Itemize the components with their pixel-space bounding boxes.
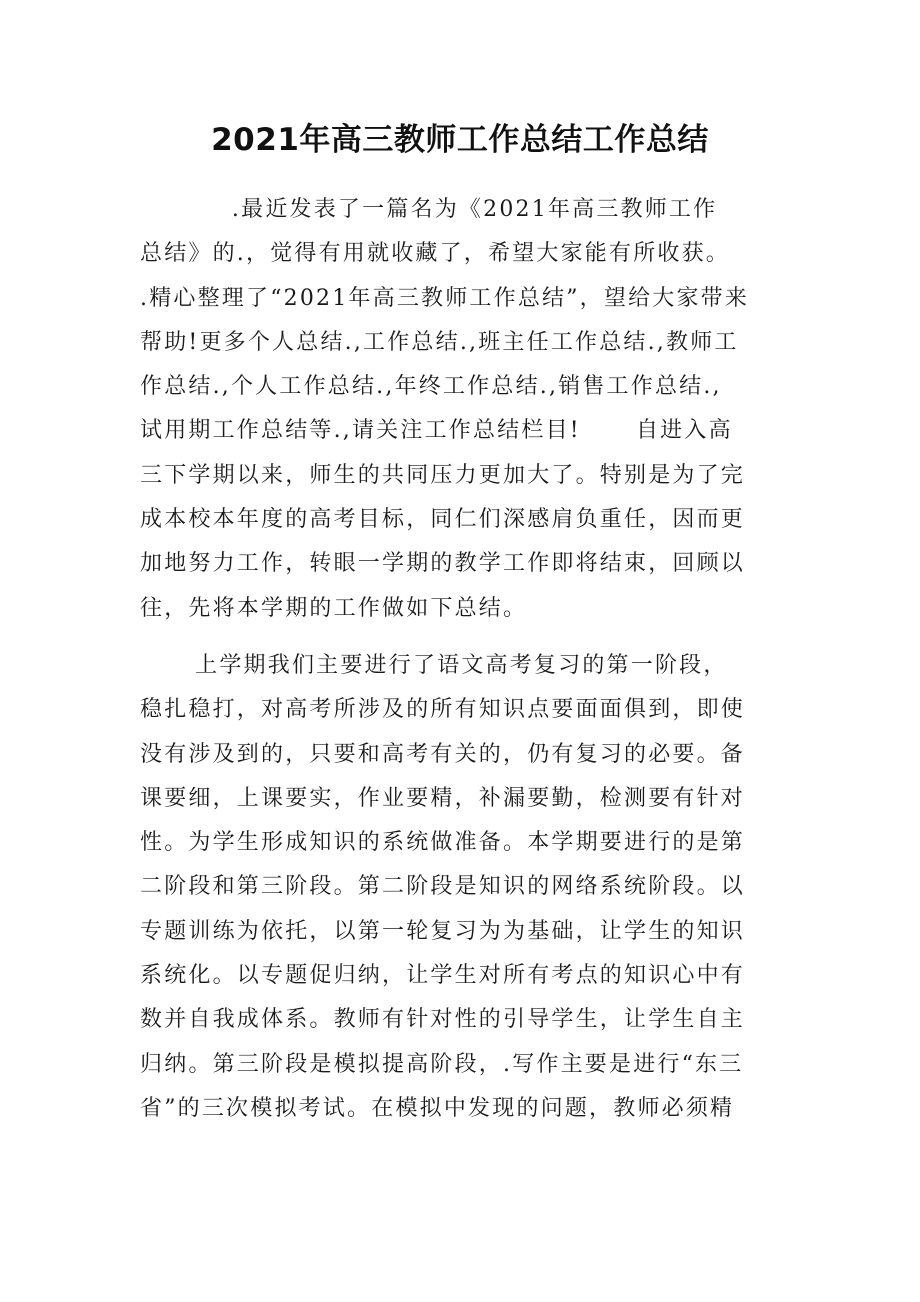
text-line: 往，先将本学期的工作做如下总结。: [140, 595, 528, 621]
text-line: .精心整理了“2021年高三教师工作总结”，望给大家带来: [140, 285, 750, 311]
text-line: 总结》的.，觉得有用就收藏了，希望大家能有所收获。: [140, 241, 730, 267]
text-line: 数并自我成体系。教师有针对性的引导学生，让学生自主: [140, 1007, 746, 1033]
paragraph-spacing: [140, 631, 785, 644]
text-line: 作总结.,个人工作总结.,年终工作总结.,销售工作总结.,: [140, 374, 722, 400]
text-line: 成本校本年度的高考目标，同仁们深感肩负重任，因而更: [140, 507, 746, 533]
text-line: 稳扎稳打，对高考所涉及的所有知识点要面面俱到，即使: [140, 697, 746, 723]
paragraph-intro: [140, 188, 785, 631]
document-title: 2021年高三教师工作总结工作总结: [211, 122, 709, 158]
text-line: 没有涉及到的，只要和高考有关的，仍有复习的必要。备: [140, 741, 746, 767]
text-line: 帮助!更多个人总结.,工作总结.,班主任工作总结.,教师工: [140, 329, 739, 355]
text-line: 课要细，上课要实，作业要精，补漏要勤，检测要有针对: [140, 785, 746, 811]
text-line: 加地努力工作，转眼一学期的教学工作即将结束，回顾以: [140, 551, 746, 577]
text-line: 专题训练为依托，以第一轮复习为为基础，让学生的知识: [140, 918, 746, 944]
text-line: .最近发表了一篇名为《2021年高三教师工作: [140, 197, 718, 222]
text-line: 系统化。以专题促归纳，让学生对所有考点的知识心中有: [140, 963, 746, 989]
document-body: [140, 188, 785, 1131]
paragraph-review-stages: [140, 644, 785, 1131]
text-line: 二阶段和第三阶段。第二阶段是知识的网络系统阶段。以: [140, 874, 746, 900]
text-line: 性。为学生形成知识的系统做准备。本学期要进行的是第: [140, 830, 746, 856]
text-line: 省”的三次模拟考试。在模拟中发现的问题，教师必须精: [140, 1095, 735, 1121]
text-line: 试用期工作总结等.,请关注工作总结栏目! 自进入高: [140, 418, 733, 444]
text-line: 上学期我们主要进行了语文高考复习的第一阶段，: [140, 652, 728, 678]
text-line: 归纳。第三阶段是模拟提高阶段，.写作主要是进行“东三: [140, 1051, 744, 1077]
text-line: 三下学期以来，师生的共同压力更加大了。特别是为了完: [140, 462, 746, 488]
